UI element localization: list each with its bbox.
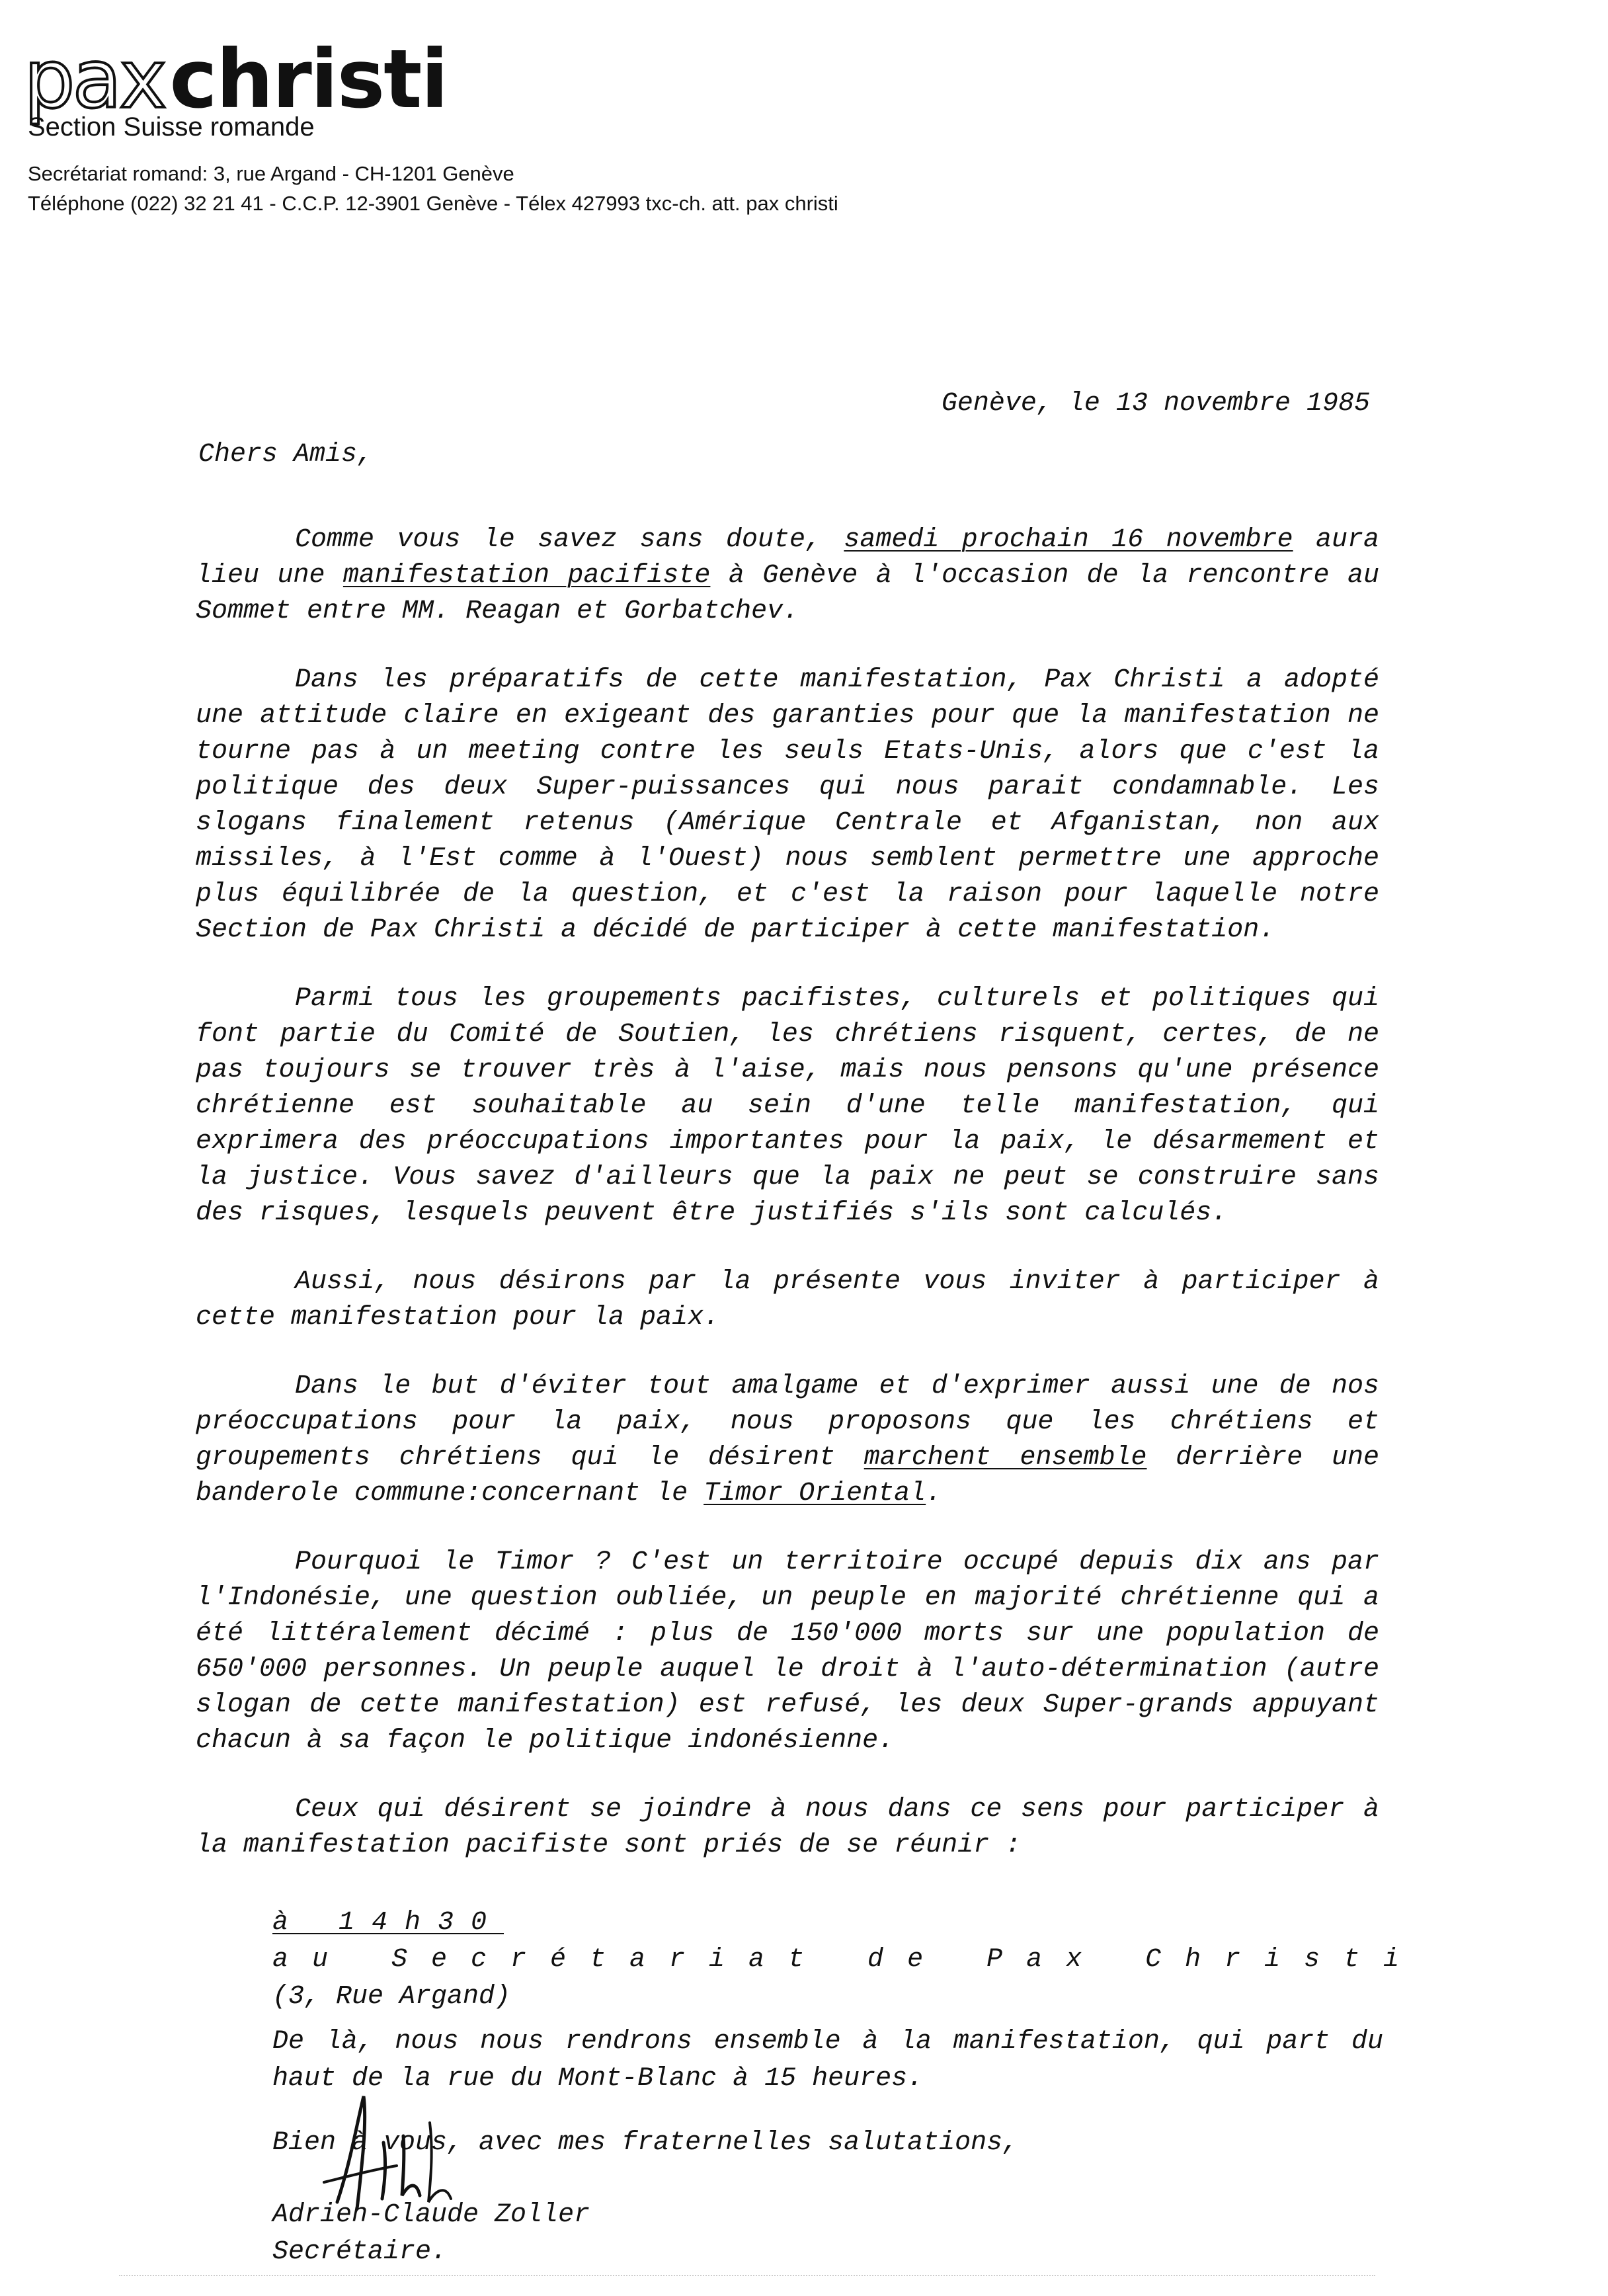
paragraph-1-text-b: aura lieu une: [196, 525, 1380, 591]
paragraph-1-text-a: Comme vous le savez sans doute,: [295, 525, 844, 555]
meeting-details: [272, 1905, 1423, 2016]
logo-christi-wordmark: christi: [169, 32, 448, 126]
underlined-manifestation: manifestation pacifiste: [342, 561, 711, 591]
greeting: Bien à vous, avec mes fraternelles salutations,: [272, 2128, 1019, 2158]
paragraph-5-text-b: derrière une banderole commune:concernant le: [196, 1443, 1379, 1508]
letter-date: Genève, le 13 novembre 1985: [941, 389, 1370, 419]
paragraph-1: [196, 522, 1379, 630]
signer-title: Secrétaire.: [272, 2237, 448, 2267]
paragraph-5-text-c: .: [926, 1479, 942, 1508]
letterhead-section: Section Suisse romande: [28, 112, 315, 142]
signer-name: Adrien-Claude Zoller: [272, 2200, 590, 2230]
paragraph-7: Ceux qui désirent se joindre à nous dans ce sens pour participer à la manifestation pacifiste sont priés de se réunir :: [196, 1795, 1379, 1860]
letter-body: [196, 522, 1379, 1897]
letter-salutation: Chers Amis,: [198, 440, 374, 470]
paragraph-6: Pourquoi le Timor ? C'est un territoire occupé depuis dix ans par l'Indonésie, une question oubliée, un peuple en majorité chrétienne qui a été littéralement décimé : plus de 150'000 morts sur une population de 650'000 personnes. Un peuple auquel le droit à l'auto-détermination (autre slogan de cette manifestation) est refusé, les deux Super-grands appuyant chacun à sa façon le politique indonésienne.: [196, 1547, 1379, 1756]
signer-block: [272, 2197, 590, 2271]
paragraph-3: Parmi tous les groupements pacifistes, culturels et politiques qui font partie du Comité de Soutien, les chrétiens risquent, certes, de ne pas toujours se trouver très à l'aise, mais nous pensons qu'une présence chrétienne est souhaitable au sein d'une telle manifestation, qui exprimera des préoccupations importantes pour la paix, le désarmement et la justice. Vous savez d'ailleurs que la paix ne peut se construire sans des risques, lesquels peuvent être justifiés s'ils sont calculés.: [196, 984, 1379, 1228]
underlined-marchent-ensemble: marchent ensemble: [864, 1443, 1147, 1473]
paragraph-1-text-c: à Genève à l'occasion de la rencontre au Sommet entre MM. Reagan et Gorbatchev.: [196, 561, 1379, 626]
meeting-time: à 14h30: [272, 1908, 504, 1938]
paragraph-4: Aussi, nous désirons par la présente vous inviter à participer à cette manifestation pour la paix.: [196, 1267, 1379, 1332]
handwritten-signature: [311, 2083, 483, 2215]
meeting-place: au Secrétariat de Pax Christi: [272, 1945, 1424, 1975]
scan-artifact-line: [119, 2275, 1375, 2277]
paragraph-5: [196, 1369, 1379, 1512]
underlined-timor-oriental: Timor Oriental: [704, 1479, 926, 1508]
meeting-address: (3, Rue Argand): [272, 1982, 511, 2012]
letterhead-contact: Téléphone (022) 32 21 41 - C.C.P. 12-3901 Genève - Télex 427993 txc-ch. att. pax christi: [28, 192, 838, 215]
paragraph-5-text-a: Dans le but d'éviter tout amalgame et d'exprimer aussi une de nos préoccupations pour la paix, nous proposons que les chrétiens et groupements chrétiens qui le désirent: [196, 1372, 1379, 1473]
logo-pax-wordmark: pax: [24, 32, 165, 126]
letterhead-address: Secrétariat romand: 3, rue Argand - CH-1201 Genève: [28, 162, 514, 185]
paragraph-8: De là, nous nous rendrons ensemble à la manifestation, qui part du haut de la rue du Mont-Blanc à 15 heures.: [272, 2027, 1383, 2094]
underlined-date: samedi prochain 16 novembre: [844, 525, 1293, 555]
paragraph-2: Dans les préparatifs de cette manifestation, Pax Christi a adopté une attitude claire en exigeant des garanties pour que la manifestation ne tourne pas à un meeting contre les seuls Etats-Unis, alors que c'est la politique des deux Super-puissances qui nous parait condamnable. Les slogans finalement retenus (Amérique Centrale et Afganistan, non aux missiles, à l'Est comme à l'Ouest) nous semblent permettre une approche plus équilibrée de la question, et c'est la raison pour laquelle notre Section de Pax Christi a décidé de participer à cette manifestation.: [196, 665, 1379, 945]
